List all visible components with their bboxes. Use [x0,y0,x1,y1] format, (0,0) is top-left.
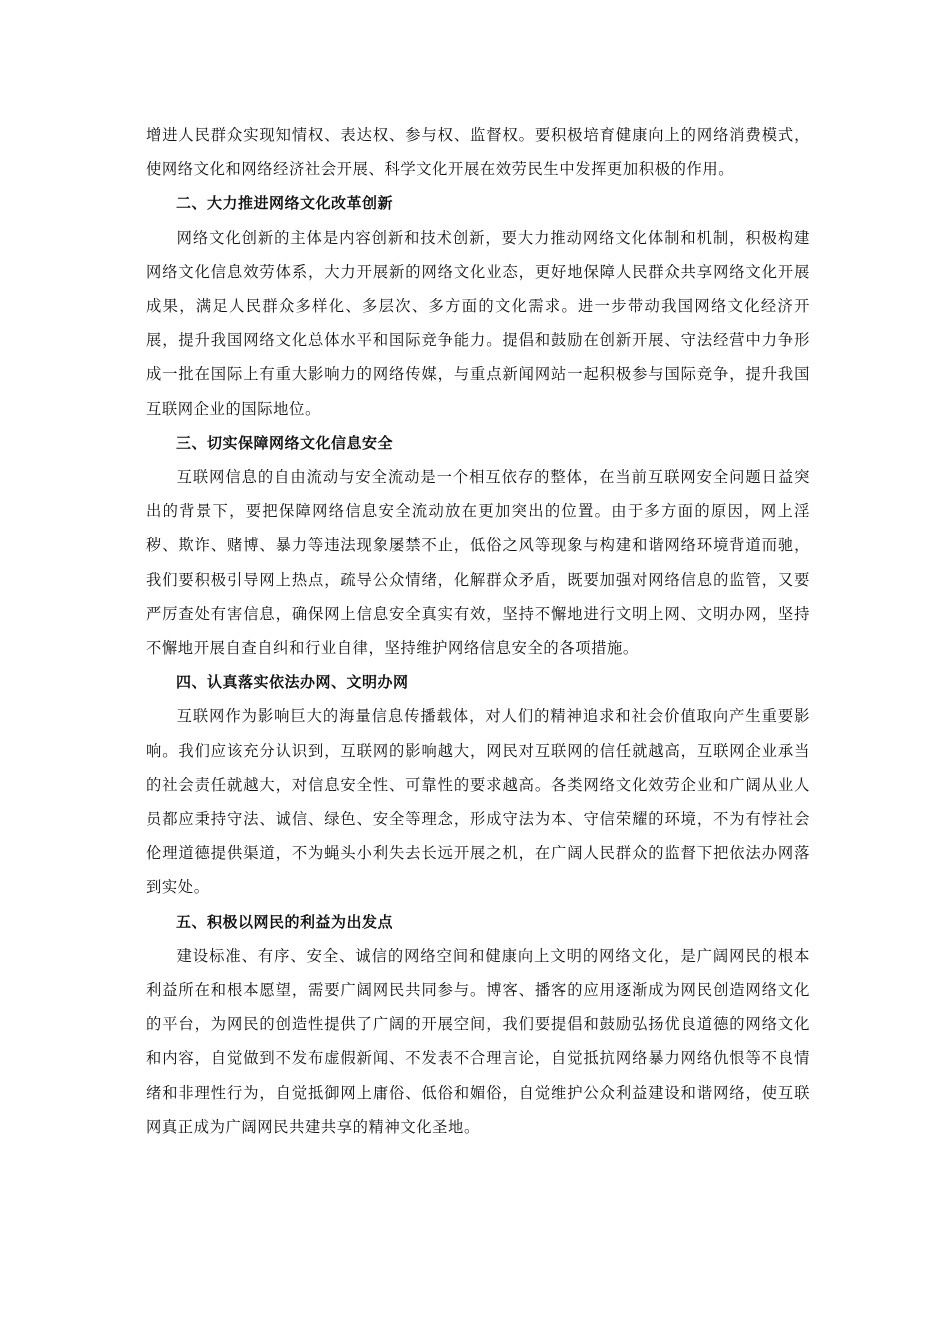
document-page [146,118,810,1144]
intro-paragraph: 增进人民群众实现知情权、表达权、参与权、监督权。要积极培育健康向上的网络消费模式，使网络文化和网络经济社会开展、科学文化开展在效劳民生中发挥更加积极的作用。 [146,126,810,179]
section-heading-4: 四、认真落实依法办网、文明办网 [176,673,409,692]
section-heading-5: 五、积极以网民的利益为出发点 [176,912,394,931]
section-body-5: 建设标准、有序、安全、诚信的网络空间和健康向上文明的网络文化，是广阔网民的根本利益所在和根本愿望，需要广阔网民共同参与。博客、播客的应用逐渐成为网民创造网络文化的平台，为网民的创造性提供了广阔的开展空间，我们要提倡和鼓励弘扬优良道德的网络文化和内容，自觉做到不发布虚假新闻、不发表不合理言论，自觉抵抗网络暴力网络仇恨等不良情绪和非理性行为，自觉抵御网上庸俗、低俗和媚俗，自觉维护公众利益建设和谐网络，使互联网真正成为广阔网民共建共享的精神文化圣地。 [146,946,810,1136]
section-body-3: 互联网信息的自由流动与安全流动是一个相互依存的整体，在当前互联网安全问题日益突出的背景下，要把保障网络信息安全流动放在更加突出的位置。由于多方面的原因，网上淫秽、欺诈、赌博、暴力等违法现象屡禁不止，低俗之风等现象与构建和谐网络环境背道而驰，我们要积极引导网上热点，疏导公众情绪，化解群众矛盾，既要加强对网络信息的监管，又要严厉查处有害信息，确保网上信息安全真实有效，坚持不懈地进行文明上网、文明办网，坚持不懈地开展自查自纠和行业自律，坚持维护网络信息安全的各项措施。 [146,468,810,658]
section-body-4: 互联网作为影响巨大的海量信息传播载体，对人们的精神追求和社会价值取向产生重要影响。我们应该充分认识到，互联网的影响越大，网民对互联网的信任就越高，互联网企业承当的社会责任就越大，对信息安全性、可靠性的要求越高。各类网络文化效劳企业和广阔从业人员都应秉持守法、诚信、绿色、安全等理念，形成守法为本、守信荣耀的环境，不为有悖社会伦理道德提供渠道，不为蝇头小利失去长远开展之机，在广阔人民群众的监督下把依法办网落到实处。 [146,707,810,897]
section-body-2: 网络文化创新的主体是内容创新和技术创新，要大力推动网络文化体制和机制，积极构建网络文化信息效劳体系，大力开展新的网络文化业态，更好地保障人民群众共享网络文化开展成果，满足人民群众多样化、多层次、多方面的文化需求。进一步带动我国网络文化经济开展，提升我国网络文化总体水平和国际竞争能力。提倡和鼓励在创新开展、守法经营中力争形成一批在国际上有重大影响力的网络传媒，与重点新闻网站一起积极参与国际竞争，提升我国互联网企业的国际地位。 [146,228,810,418]
section-heading-3: 三、切实保障网络文化信息安全 [176,433,394,452]
section-heading-2: 二、大力推进网络文化改革创新 [176,194,394,213]
